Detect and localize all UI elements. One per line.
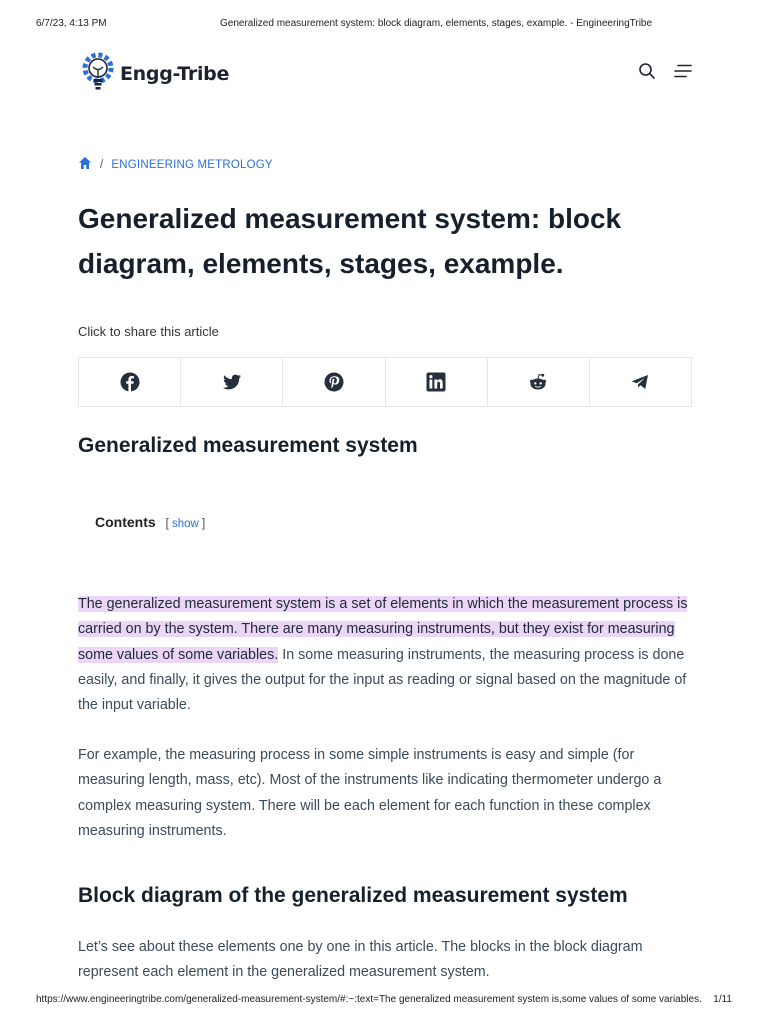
twitter-icon [222, 372, 242, 392]
intro-paragraph-rest: In some measuring instruments, the measuring process is done easily, and finally, it gives the output for the input as reading or signal based on the magnitude of the input variable. [78, 646, 687, 714]
print-date: 6/7/23, 4:13 PM [36, 18, 107, 29]
reddit-icon [528, 372, 548, 392]
share-twitter-button[interactable] [181, 358, 283, 406]
home-icon[interactable] [78, 156, 92, 173]
breadcrumb-category-link[interactable]: ENGINEERING METROLOGY [111, 158, 273, 171]
share-label: Click to share this article [78, 324, 219, 339]
pinterest-icon [324, 372, 344, 392]
site-header [78, 48, 692, 96]
share-linkedin-button[interactable] [386, 358, 488, 406]
contents-show-link[interactable]: show [171, 518, 199, 530]
contents-label: Contents [95, 514, 156, 530]
breadcrumb-separator: / [100, 158, 104, 171]
menu-icon[interactable] [674, 62, 692, 80]
share-reddit-button[interactable] [488, 358, 590, 406]
share-facebook-button[interactable] [79, 358, 181, 406]
intro-paragraph [78, 592, 694, 718]
print-page-number: 1/11 [713, 994, 732, 1005]
contents-toggle: [ show ] [165, 518, 206, 530]
share-bar [78, 357, 692, 407]
site-logo[interactable] [78, 52, 229, 96]
brand-name: Engg-Tribe [120, 63, 230, 85]
share-telegram-button[interactable] [590, 358, 691, 406]
print-url: https://www.engineeringtribe.com/generalized-measurement-system/#:~:text=The generalized measurement system is,some values of some variables. [36, 994, 702, 1005]
highlighted-text: The generalized measurement system is a set of elements in which the measurement process is carried on by the system. There are many measuring instruments, but they exist for measuring some values of some variables. [78, 596, 688, 663]
share-pinterest-button[interactable] [283, 358, 385, 406]
facebook-icon [120, 372, 140, 392]
section-heading-block-diagram: Block diagram of the generalized measurement system [78, 884, 628, 907]
lightbulb-gear-icon [78, 52, 118, 96]
search-icon[interactable] [638, 62, 656, 80]
header-actions [638, 62, 692, 80]
table-of-contents [95, 514, 205, 530]
block-diagram-paragraph: Let’s see about these elements one by one in this article. The blocks in the block diagram represent each element in the generalized measurement system. [78, 939, 643, 981]
linkedin-icon [426, 372, 446, 392]
print-title: Generalized measurement system: block diagram, elements, stages, example. - EngineeringTribe [220, 18, 653, 29]
page-title: Generalized measurement system: block diagram, elements, stages, example. [78, 203, 622, 279]
section-heading-generalized: Generalized measurement system [78, 434, 418, 457]
telegram-icon [630, 372, 650, 392]
example-paragraph: For example, the measuring process in some simple instruments is easy and simple (for measuring length, mass, etc). Most of the instruments like indicating thermometer undergo a complex measuring system. There will be each element for each function in these complex measuring instruments. [78, 747, 662, 839]
breadcrumb [78, 156, 273, 173]
